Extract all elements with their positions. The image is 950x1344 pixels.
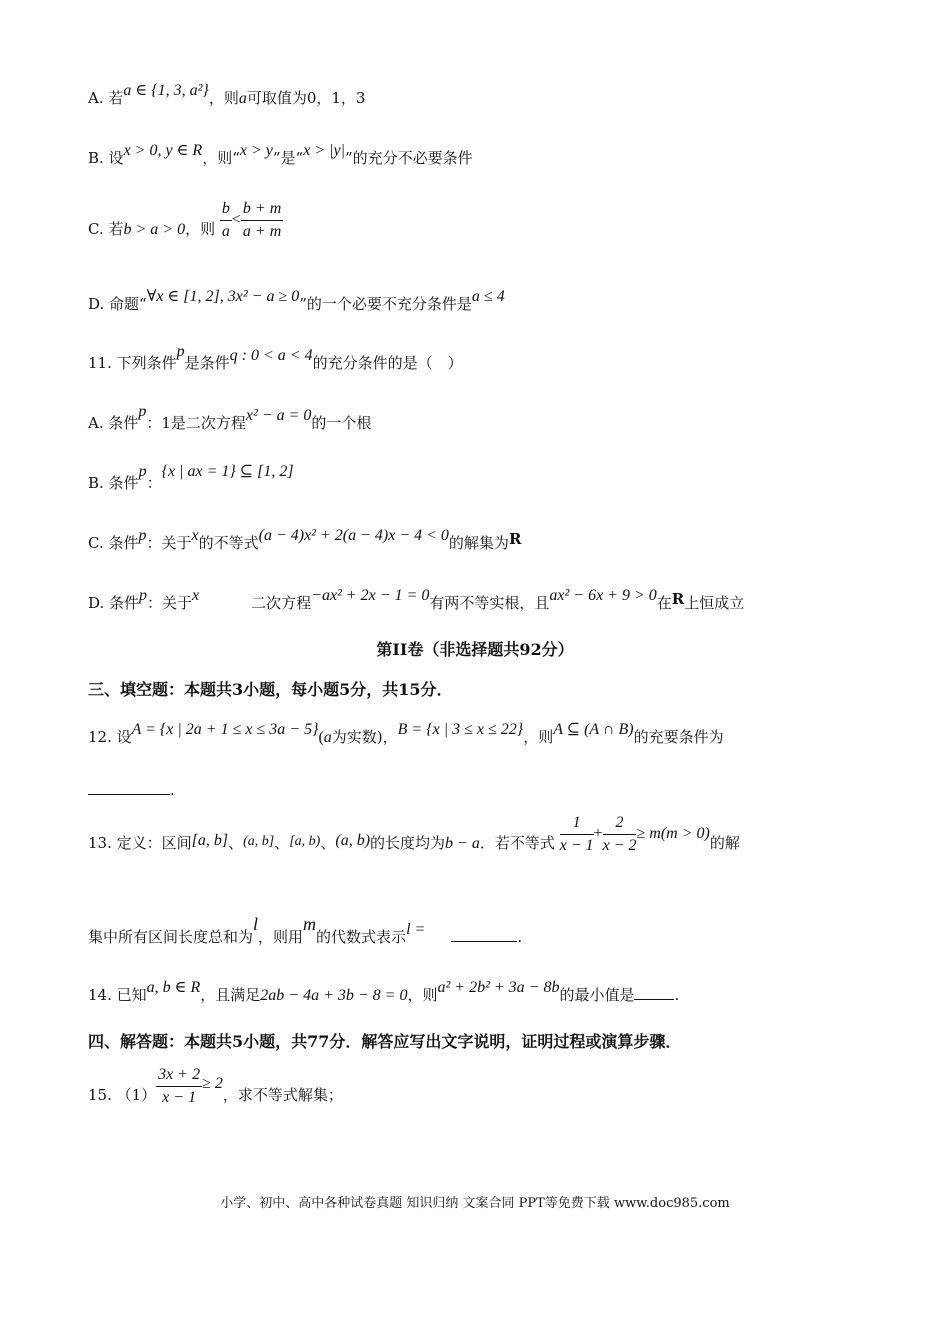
q11-text1: 11. 下列条件 [88,354,177,372]
q13-text3: 的解 [709,834,740,852]
q11a-text: ：1是二次方程 [146,414,246,432]
q10d-text: ”的一个必要不充分条件是 [299,295,472,313]
q12-set-a: A = {x | 2a + 1 ≤ x ≤ 3a − 5} [131,721,319,738]
q12-period: . [170,781,175,799]
q15 [88,1065,343,1121]
q11-option-c [88,527,522,554]
q15-label: 15. （1） [88,1086,157,1104]
q14-label: 14. 已知 [88,986,147,1004]
q13-interval-1: [a, b] [191,832,229,849]
page-footer: 小学、初中、高中各种试卷真题 知识归纳 文案合同 PPT等免费下载 www.doc985.com [220,1196,730,1211]
q13 [88,813,740,870]
q10b-text1: ，则“ [202,149,240,167]
q14-text3: 的最小值是 [559,986,635,1004]
q10c-label: C. 若 [88,220,124,238]
q10-option-a [88,82,366,109]
q13-length: b − a [445,835,480,852]
q11d-text5: 上恒成立 [684,594,745,612]
q10-option-b [88,142,473,169]
q11-option-a [88,403,372,434]
q13-sep3: 、 [320,834,336,852]
q10d-label: D. 命题“ [88,295,147,313]
q10b-label: B. 设 [88,149,124,167]
q14-math1: a, b ∈ R [146,979,201,996]
q13b-l-equals: l = [406,921,426,938]
q11a-text2: 的一个根 [311,414,372,432]
q11d-text3: 有两不等实根，且 [429,594,550,612]
q10a-text2: 可取值为0，1，3 [246,89,366,107]
q15-fraction: $\frac{3x + 2}{x - 1}$ [158,1065,201,1106]
q12-text1: 为实数)， [331,728,398,746]
q11d-math1: −ax² + 2x − 1 = 0 [311,587,430,604]
q11c-p: p [138,527,147,544]
q14-math3: a² + 2b² + 3a − 8b [437,979,560,996]
q13-sep1: 、 [228,834,244,852]
q14 [88,979,680,1006]
q13-text1: 的长度均为 [370,834,446,852]
q11a-p: p [138,403,147,420]
q10c-fraction-1: $\frac{b}{a}$ [221,199,230,240]
q11b-p: p [138,463,147,480]
q12-text2: ，则 [523,728,554,746]
q12-a: a [323,729,332,746]
q12-set-b: B = {x | 3 ≤ x ≤ 22} [397,721,524,738]
q10c-lt: < [231,211,241,228]
q10a-label: A. 若 [88,89,124,107]
q11d-text: ：关于 [147,594,193,612]
q13-sep2: 、 [274,834,290,852]
q11d-label: D. 条件 [88,594,140,612]
q10c-math1: b > a > 0 [123,221,186,238]
q13b-text1: 集中所有区间长度总和为 [88,928,254,946]
q11b-label: B. 条件 [88,474,139,492]
q13-interval-4: (a, b) [335,832,371,849]
q11a-label: A. 条件 [88,414,139,432]
q13b-m: m [303,914,317,934]
q11-stem [88,343,463,374]
q13-ge: ≥ m(m > 0) [636,825,710,842]
q11-q: q : 0 < a < 4 [229,347,313,364]
q11c-math: (a − 4)x² + 2(a − 4)x − 4 < 0 [258,527,449,544]
q15-text: ，求不等式解集； [222,1086,343,1104]
q11-p: p [176,343,185,360]
q13-plus: + [593,825,603,842]
q11-option-d [88,587,745,614]
q12-label: 12. 设 [88,728,132,746]
q10b-text3: ”的充分不必要条件 [345,149,473,167]
section-3-title: 三、填空题：本题共3小题，每小题5分，共15分． [88,680,453,699]
q13-interval-2: (a, b] [243,834,275,849]
q11d-math2: ax² − 6x + 9 > 0 [549,587,657,604]
q13-text2: ．若不等式 [479,834,555,852]
q11-option-b [88,463,294,494]
q10b-text2: ”是“ [272,149,304,167]
q10a-math: a ∈ {1, 3, a²} [123,82,209,99]
q13b-text3: 的代数式表示 [316,928,407,946]
q10a-text: ，则 [208,89,239,107]
q10b-math3: x > |y| [303,142,345,159]
q10a-var: a [238,90,247,107]
q11d-x: x [192,587,200,604]
q11-text3: 的充分条件的是（ ） [312,354,463,372]
section-2-title: 第II卷（非选择题共92分） [376,640,574,659]
q11d-R: R [671,590,685,608]
q10-option-c [88,199,283,254]
q11c-text2: 的不等式 [198,534,259,552]
q11b-text: ： [146,474,162,492]
q15-ge: ≥ 2 [202,1075,223,1092]
q10d-math2: a ≤ 4 [471,288,505,305]
q13-line-2 [88,914,523,948]
q10d-math1: ∀x ∈ [1, 2], 3x² − a ≥ 0 [146,288,300,305]
section-4-title: 四、解答题：本题共5小题，共77分．解答应写出文字说明，证明过程或演算步骤． [88,1032,682,1051]
q13b-period: . [517,928,523,946]
q10b-math2: x > y [239,142,273,159]
q14-text2: ，则 [407,986,438,1004]
q10c-fraction-2: $\frac{b + m}{a + m}$ [242,199,282,240]
q10-option-d [88,288,505,315]
q13-fraction-2: $\frac{2}{x - 2}$ [602,813,637,854]
q11c-text: ：关于 [146,534,192,552]
q11a-math: x² − a = 0 [245,407,312,424]
q13b-l: l [253,914,259,934]
q14-text1: ，且满足 [200,986,261,1004]
q11b-math: {x | ax = 1} ⊆ [1, 2] [161,463,294,480]
q10b-math1: x > 0, y ∈ R [123,142,203,159]
q11d-p: p [139,587,148,604]
q12-answer-blank [88,780,175,800]
q13b-text2: ，则用 [258,928,304,946]
q11c-text3: 的解集为 [448,534,509,552]
q11-text2: 是条件 [184,354,230,372]
q11d-text4: 在 [656,594,672,612]
q13-fraction-1: $\frac{1}{x - 1}$ [559,813,594,854]
q11c-R: R [508,530,522,548]
q13-interval-3: [a, b) [289,834,321,849]
q12 [88,721,724,748]
q12-text3: 的充要条件为 [633,728,724,746]
q14-period: . [674,986,680,1004]
q13-label: 13. 定义：区间 [88,834,192,852]
q12-paren: ( [318,729,324,746]
q11d-text2: 二次方程 [251,594,312,612]
q12-math3: A ⊆ (A ∩ B) [553,721,634,738]
q10c-text: ，则 [185,220,216,238]
q11c-label: C. 条件 [88,534,139,552]
q11c-x: x [191,527,199,544]
q14-math2: 2ab − 4a + 3b − 8 = 0 [260,987,408,1004]
